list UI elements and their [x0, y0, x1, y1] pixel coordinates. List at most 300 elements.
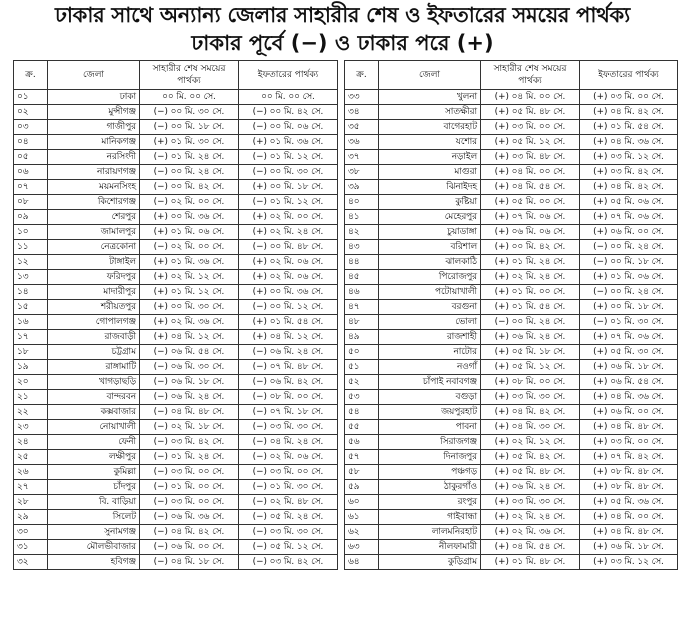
district-cell: পঞ্চগড়: [379, 465, 481, 480]
table-row: [14, 525, 338, 540]
serial-cell: ৩৯: [345, 180, 379, 195]
serial-cell: ১১: [14, 240, 48, 255]
iftar-diff-cell: (−) ০৫ মি. ২৪ সে.: [239, 510, 338, 525]
iftar-diff-cell: (+) ০৪ মি. ৩৬ সে.: [580, 390, 678, 405]
sehri-diff-cell: (+) ০২ মি. ২৪ সে.: [481, 270, 580, 285]
district-cell: নরসিংদী: [48, 150, 140, 165]
district-cell: বরিশাল: [379, 240, 481, 255]
district-cell: ঝালকাঠি: [379, 255, 481, 270]
iftar-diff-cell: (+) ০৮ মি. ৪৮ সে.: [580, 465, 678, 480]
serial-cell: ১৯: [14, 360, 48, 375]
iftar-diff-cell: (−) ০৩ মি. ৩০ সে.: [239, 525, 338, 540]
iftar-diff-cell: (−) ০১ মি. ৩০ সে.: [239, 480, 338, 495]
district-cell: বান্দরবন: [48, 390, 140, 405]
iftar-diff-cell: (+) ০৬ মি. ০০ সে.: [580, 405, 678, 420]
iftar-diff-cell: (−) ০১ মি. ৩০ সে.: [580, 315, 678, 330]
district-cell: সিলেট: [48, 510, 140, 525]
iftar-diff-cell: (+) ০১ মি. ৫৪ সে.: [239, 315, 338, 330]
iftar-diff-cell: (−) ০০ মি. ১২ সে.: [239, 300, 338, 315]
iftar-diff-cell: (−) ০২ মি. ০৬ সে.: [239, 450, 338, 465]
district-cell: নওগাঁ: [379, 360, 481, 375]
table-row: [345, 90, 678, 105]
table-row: [345, 405, 678, 420]
serial-cell: ৪৩: [345, 240, 379, 255]
iftar-diff-cell: (−) ০১ মি. ১২ সে.: [239, 195, 338, 210]
table-row: [345, 450, 678, 465]
table-row: [14, 330, 338, 345]
iftar-diff-cell: (−) ০০ মি. ২৪ সে.: [580, 240, 678, 255]
sehri-diff-cell: (−) ০৪ মি. ১৮ সে.: [140, 555, 239, 570]
serial-cell: ৪১: [345, 210, 379, 225]
table-row: [345, 480, 678, 495]
table-row: [14, 270, 338, 285]
table-row: [345, 150, 678, 165]
sehri-diff-cell: (−) ০৪ মি. ৪২ সে.: [140, 525, 239, 540]
district-cell: সুনামগঞ্জ: [48, 525, 140, 540]
header-iftar: ইফতারের পার্থক্য: [239, 61, 338, 90]
iftar-diff-cell: (−) ০৩ মি. ৩০ সে.: [239, 420, 338, 435]
sehri-diff-cell: (+) ০৩ মি. ৩০ সে.: [481, 495, 580, 510]
sehri-diff-cell: (+) ০৫ মি. ০০ সে.: [481, 195, 580, 210]
district-cell: কুড়িগ্রাম: [379, 555, 481, 570]
district-cell: পাবনা: [379, 420, 481, 435]
sehri-diff-cell: (+) ০৪ মি. ১২ সে.: [140, 330, 239, 345]
iftar-diff-cell: (−) ০০ মি. ১৮ সে.: [580, 255, 678, 270]
sehri-diff-cell: (+) ০০ মি. ৩০ সে.: [140, 300, 239, 315]
district-cell: সিরাজগঞ্জ: [379, 435, 481, 450]
table-row: [14, 315, 338, 330]
iftar-diff-cell: (+) ০৬ মি. ১৮ সে.: [580, 540, 678, 555]
district-cell: বাগেরহাট: [379, 120, 481, 135]
sehri-diff-cell: (+) ০৪ মি. ৫৪ সে.: [481, 180, 580, 195]
district-cell: যশোর: [379, 135, 481, 150]
table-row: [345, 225, 678, 240]
district-cell: খাগড়াছড়ি: [48, 375, 140, 390]
serial-cell: ২০: [14, 375, 48, 390]
serial-cell: ০৮: [14, 195, 48, 210]
serial-cell: ৫৫: [345, 420, 379, 435]
iftar-diff-cell: ০০ মি. ০০ সে.: [239, 90, 338, 105]
serial-cell: ৬৪: [345, 555, 379, 570]
table-row: [345, 495, 678, 510]
table-row: [14, 255, 338, 270]
iftar-diff-cell: (+) ০৭ মি. ৪২ সে.: [580, 450, 678, 465]
serial-cell: ৪৯: [345, 330, 379, 345]
iftar-diff-cell: (−) ০৮ মি. ০০ সে.: [239, 390, 338, 405]
district-cell: কিশোরগঞ্জ: [48, 195, 140, 210]
serial-cell: ৫৮: [345, 465, 379, 480]
serial-cell: ৪৭: [345, 300, 379, 315]
iftar-diff-cell: (+) ০১ মি. ০৬ সে.: [580, 270, 678, 285]
table-row: [14, 435, 338, 450]
table-row: [345, 390, 678, 405]
table-row: [345, 195, 678, 210]
table-row: [14, 405, 338, 420]
table-row: [14, 375, 338, 390]
sehri-diff-cell: (−) ০০ মি. ১৮ সে.: [140, 120, 239, 135]
iftar-diff-cell: (+) ০২ মি. ০৬ সে.: [239, 255, 338, 270]
serial-cell: ৩৭: [345, 150, 379, 165]
sehri-diff-cell: (−) ০০ মি. ৪২ সে.: [140, 180, 239, 195]
iftar-diff-cell: (−) ০৫ মি. ১২ সে.: [239, 540, 338, 555]
table-row: [14, 555, 338, 570]
iftar-diff-cell: (−) ০০ মি. ৪৮ সে.: [239, 240, 338, 255]
table-row: [345, 165, 678, 180]
district-cell: বরগুনা: [379, 300, 481, 315]
sehri-diff-cell: (+) ০৫ মি. ৪২ সে.: [481, 450, 580, 465]
sehri-diff-cell: (+) ০৬ মি. ২৪ সে.: [481, 480, 580, 495]
table-row: [14, 180, 338, 195]
iftar-diff-cell: (+) ০০ মি. ১৮ সে.: [580, 300, 678, 315]
iftar-diff-cell: (−) ০২ মি. ৪৮ সে.: [239, 495, 338, 510]
iftar-diff-cell: (+) ০৬ মি. ৫৪ সে.: [580, 375, 678, 390]
district-cell: হবিগঞ্জ: [48, 555, 140, 570]
district-cell: রাজশাহী: [379, 330, 481, 345]
iftar-diff-cell: (+) ০৪ মি. ৪৮ সে.: [580, 420, 678, 435]
sehri-diff-cell: (+) ০১ মি. ০০ সে.: [481, 285, 580, 300]
serial-cell: ২২: [14, 405, 48, 420]
serial-cell: ২৮: [14, 495, 48, 510]
sehri-diff-cell: (+) ০৬ মি. ০৬ সে.: [481, 225, 580, 240]
iftar-diff-cell: (+) ০৩ মি. ০০ সে.: [580, 90, 678, 105]
table-row: [345, 285, 678, 300]
serial-cell: ১২: [14, 255, 48, 270]
serial-cell: ০৫: [14, 150, 48, 165]
serial-cell: ৫০: [345, 345, 379, 360]
header-district: জেলা: [379, 61, 481, 90]
header-serial: ক্র.: [345, 61, 379, 90]
sehri-diff-cell: (−) ০০ মি. ২৪ সে.: [140, 165, 239, 180]
sehri-diff-cell: (+) ০৪ মি. ৫৪ সে.: [481, 540, 580, 555]
iftar-diff-cell: (−) ০৪ মি. ২৪ সে.: [239, 435, 338, 450]
serial-cell: ৩৫: [345, 120, 379, 135]
serial-cell: ১৭: [14, 330, 48, 345]
iftar-diff-cell: (−) ০৭ মি. ৪৮ সে.: [239, 360, 338, 375]
table-row: [14, 105, 338, 120]
serial-cell: ৪৫: [345, 270, 379, 285]
sehri-diff-cell: (+) ০৪ মি. ৩০ সে.: [481, 420, 580, 435]
serial-cell: ২৬: [14, 465, 48, 480]
sehri-diff-cell: (−) ০৬ মি. ৫৪ সে.: [140, 345, 239, 360]
serial-cell: ৫৯: [345, 480, 379, 495]
district-cell: ভোলা: [379, 315, 481, 330]
serial-cell: ৩২: [14, 555, 48, 570]
iftar-diff-cell: (+) ০৪ মি. ১২ সে.: [239, 330, 338, 345]
serial-cell: ৩৩: [345, 90, 379, 105]
table-row: [345, 375, 678, 390]
table-row: [14, 540, 338, 555]
sehri-diff-cell: (−) ০৬ মি. ০০ সে.: [140, 540, 239, 555]
district-cell: কুমিল্লা: [48, 465, 140, 480]
iftar-diff-cell: (−) ০৩ মি. ৪২ সে.: [239, 555, 338, 570]
table-row: [14, 465, 338, 480]
sehri-diff-cell: (+) ০৬ মি. ২৪ সে.: [481, 330, 580, 345]
right-table-body: [345, 90, 678, 570]
district-cell: নড়াইল: [379, 150, 481, 165]
table-row: [345, 180, 678, 195]
district-cell: দিনাজপুর: [379, 450, 481, 465]
district-cell: গাজীপুর: [48, 120, 140, 135]
table-row: [14, 390, 338, 405]
iftar-diff-cell: (+) ০৪ মি. ৪২ সে.: [580, 180, 678, 195]
district-cell: নেত্রকোনা: [48, 240, 140, 255]
iftar-diff-cell: (+) ০০ মি. ১৮ সে.: [239, 180, 338, 195]
district-cell: খুলনা: [379, 90, 481, 105]
table-row: [345, 540, 678, 555]
serial-cell: ২৪: [14, 435, 48, 450]
serial-cell: ২৯: [14, 510, 48, 525]
district-cell: কুষ্টিয়া: [379, 195, 481, 210]
table-row: [14, 120, 338, 135]
tables-area: [13, 60, 677, 619]
table-row: [14, 450, 338, 465]
district-cell: রাঙ্গামাটি: [48, 360, 140, 375]
iftar-diff-cell: (−) ০০ মি. ৪২ সে.: [239, 105, 338, 120]
district-cell: পটোয়াখালী: [379, 285, 481, 300]
table-row: [14, 510, 338, 525]
iftar-diff-cell: (+) ০৪ মি. ৪৮ সে.: [580, 525, 678, 540]
sehri-diff-cell: (+) ০৫ মি. ১২ সে.: [481, 360, 580, 375]
serial-cell: ৪২: [345, 225, 379, 240]
sehri-diff-cell: (+) ০১ মি. ৩৬ সে.: [140, 255, 239, 270]
serial-cell: ০২: [14, 105, 48, 120]
iftar-diff-cell: (−) ০৬ মি. ২৪ সে.: [239, 345, 338, 360]
table-row: [345, 120, 678, 135]
page-header: [0, 2, 685, 56]
serial-cell: ১৮: [14, 345, 48, 360]
table-row: [14, 210, 338, 225]
district-cell: নীলফামারী: [379, 540, 481, 555]
table-row: [345, 255, 678, 270]
sehri-diff-cell: (−) ০৩ মি. ০০ সে.: [140, 495, 239, 510]
district-cell: ঢাকা: [48, 90, 140, 105]
iftar-diff-cell: (+) ০০ মি. ৩৬ সে.: [239, 285, 338, 300]
sehri-diff-cell: (+) ০১ মি. ৪৮ সে.: [481, 555, 580, 570]
serial-cell: ০৯: [14, 210, 48, 225]
iftar-diff-cell: (+) ০৫ মি. ০৬ সে.: [580, 195, 678, 210]
table-row: [14, 420, 338, 435]
table-row: [14, 345, 338, 360]
iftar-diff-cell: (+) ০১ মি. ৩৬ সে.: [239, 135, 338, 150]
sehri-diff-cell: (−) ০৬ মি. ৩৬ সে.: [140, 510, 239, 525]
table-row: [345, 510, 678, 525]
district-cell: সাতক্ষীরা: [379, 105, 481, 120]
table-row: [345, 330, 678, 345]
district-cell: চট্টগ্রাম: [48, 345, 140, 360]
district-cell: ঠাকুরগাঁও: [379, 480, 481, 495]
sehri-diff-cell: (−) ০২ মি. ০০ সে.: [140, 195, 239, 210]
sehri-diff-cell: (−) ০৬ মি. ২৪ সে.: [140, 390, 239, 405]
iftar-diff-cell: (+) ০২ মি. ০০ সে.: [239, 210, 338, 225]
sehri-diff-cell: (−) ০১ মি. ০০ সে.: [140, 480, 239, 495]
iftar-diff-cell: (+) ০৩ মি. ১২ সে.: [580, 150, 678, 165]
district-cell: লালমনিরহাট: [379, 525, 481, 540]
district-cell: নাটোর: [379, 345, 481, 360]
sehri-diff-cell: (−) ০৩ মি. ০০ সে.: [140, 465, 239, 480]
iftar-diff-cell: (+) ০৬ মি. ১৮ সে.: [580, 360, 678, 375]
serial-cell: ৩৬: [345, 135, 379, 150]
table-row: [345, 420, 678, 435]
sehri-diff-cell: (−) ০৪ মি. ৪৮ সে.: [140, 405, 239, 420]
district-cell: মাগুরা: [379, 165, 481, 180]
table-row: [345, 465, 678, 480]
sehri-diff-cell: (+) ০২ মি. ২৪ সে.: [481, 510, 580, 525]
district-cell: রাজবাড়ী: [48, 330, 140, 345]
sehri-diff-cell: (+) ০১ মি. ১২ সে.: [140, 285, 239, 300]
sehri-diff-cell: (+) ০২ মি. ১২ সে.: [481, 435, 580, 450]
serial-cell: ৩৪: [345, 105, 379, 120]
sehri-diff-cell: (−) ০১ মি. ২৪ সে.: [140, 150, 239, 165]
sehri-diff-cell: (+) ০২ মি. ৩৬ সে.: [481, 525, 580, 540]
iftar-diff-cell: (+) ০১ মি. ৫৪ সে.: [580, 120, 678, 135]
serial-cell: ৫৬: [345, 435, 379, 450]
iftar-diff-cell: (−) ০১ মি. ১২ সে.: [239, 150, 338, 165]
district-cell: মানিকগঞ্জ: [48, 135, 140, 150]
iftar-diff-cell: (+) ০৩ মি. ৪২ সে.: [580, 165, 678, 180]
iftar-diff-cell: (−) ০৭ মি. ১৮ সে.: [239, 405, 338, 420]
table-row: [14, 495, 338, 510]
serial-cell: ৬৩: [345, 540, 379, 555]
serial-cell: ৬১: [345, 510, 379, 525]
district-cell: পিরোজপুর: [379, 270, 481, 285]
table-row: [14, 360, 338, 375]
serial-cell: ৫৩: [345, 390, 379, 405]
serial-cell: ৩৮: [345, 165, 379, 180]
sehri-diff-cell: (−) ০৬ মি. ৩০ সে.: [140, 360, 239, 375]
header-row: [14, 61, 338, 90]
serial-cell: ৫২: [345, 375, 379, 390]
district-cell: জামালপুর: [48, 225, 140, 240]
sehri-diff-cell: (+) ০১ মি. ৫৪ সে.: [481, 300, 580, 315]
district-cell: মাদারীপুর: [48, 285, 140, 300]
serial-cell: ০৩: [14, 120, 48, 135]
iftar-diff-cell: (−) ০০ মি. ৩০ সে.: [239, 165, 338, 180]
table-row: [14, 90, 338, 105]
district-cell: বি. বাড়িয়া: [48, 495, 140, 510]
serial-cell: ৩০: [14, 525, 48, 540]
header-sehri: সাহারীর শেষ সময়ের পার্থক্য: [481, 61, 580, 90]
serial-cell: ৫৭: [345, 450, 379, 465]
sehri-diff-cell: (+) ০৭ মি. ০৬ সে.: [481, 210, 580, 225]
table-row: [14, 150, 338, 165]
sehri-diff-cell: (+) ০১ মি. ২৪ সে.: [481, 255, 580, 270]
sehri-diff-cell: (+) ০১ মি. ৩০ সে.: [140, 135, 239, 150]
sehri-diff-cell: (+) ০৪ মি. ০০ সে.: [481, 90, 580, 105]
district-cell: শরীয়তপুর: [48, 300, 140, 315]
district-cell: ময়মনসিংহ: [48, 180, 140, 195]
district-cell: গাইবান্ধা: [379, 510, 481, 525]
sehri-diff-cell: (−) ০০ মি. ২৪ সে.: [481, 315, 580, 330]
table-row: [345, 105, 678, 120]
sehri-diff-cell: (+) ০৩ মি. ৩০ সে.: [481, 390, 580, 405]
district-cell: চাঁদপুর: [48, 480, 140, 495]
serial-cell: ০৪: [14, 135, 48, 150]
iftar-diff-cell: (+) ০৫ মি. ৩০ সে.: [580, 345, 678, 360]
table-row: [345, 360, 678, 375]
iftar-diff-cell: (+) ০৭ মি. ০৬ সে.: [580, 210, 678, 225]
serial-cell: ২৩: [14, 420, 48, 435]
serial-cell: ৪৪: [345, 255, 379, 270]
iftar-diff-cell: (+) ০৭ মি. ০৬ সে.: [580, 330, 678, 345]
iftar-diff-cell: (+) ০৩ মি. ০০ সে.: [580, 435, 678, 450]
district-cell: টাঙ্গাইল: [48, 255, 140, 270]
iftar-diff-cell: (+) ০৪ মি. ০০ সে.: [580, 510, 678, 525]
sehri-diff-cell: (−) ০৬ মি. ১৮ সে.: [140, 375, 239, 390]
district-cell: ফেনী: [48, 435, 140, 450]
table-row: [14, 165, 338, 180]
serial-cell: ৩১: [14, 540, 48, 555]
serial-cell: ২৭: [14, 480, 48, 495]
sehri-diff-cell: (+) ০৩ মি. ০০ সে.: [481, 120, 580, 135]
district-cell: জয়পুরহাট: [379, 405, 481, 420]
district-cell: ফরিদপুর: [48, 270, 140, 285]
sehri-diff-cell: (−) ০২ মি. ১৮ সে.: [140, 420, 239, 435]
district-cell: নারায়ণগঞ্জ: [48, 165, 140, 180]
sehri-diff-cell: (−) ০১ মি. ২৪ সে.: [140, 450, 239, 465]
table-row: [345, 135, 678, 150]
district-cell: রংপুর: [379, 495, 481, 510]
district-cell: চুয়াডাঙ্গা: [379, 225, 481, 240]
sehri-diff-cell: (+) ০০ মি. ৩৬ সে.: [140, 210, 239, 225]
district-cell: মেহেরপুর: [379, 210, 481, 225]
serial-cell: ১৪: [14, 285, 48, 300]
iftar-diff-cell: (+) ০৩ মি. ১২ সে.: [580, 555, 678, 570]
serial-cell: ৫৪: [345, 405, 379, 420]
serial-cell: ০৭: [14, 180, 48, 195]
sehri-diff-cell: (+) ০৪ মি. ০০ সে.: [481, 165, 580, 180]
district-cell: কক্সবাজার: [48, 405, 140, 420]
serial-cell: ৫১: [345, 360, 379, 375]
sehri-diff-cell: (+) ০৪ মি. ৪২ সে.: [481, 405, 580, 420]
left-table-body: [14, 90, 338, 570]
right-table: [344, 60, 678, 570]
iftar-diff-cell: (−) ০৩ মি. ০০ সে.: [239, 465, 338, 480]
table-row: [14, 285, 338, 300]
table-row: [345, 435, 678, 450]
serial-cell: ১৬: [14, 315, 48, 330]
sehri-diff-cell: (−) ০৩ মি. ৪২ সে.: [140, 435, 239, 450]
serial-cell: ০১: [14, 90, 48, 105]
district-cell: বগুড়া: [379, 390, 481, 405]
sehri-diff-cell: (+) ০৫ মি. ৪৮ সে.: [481, 105, 580, 120]
serial-cell: ১৩: [14, 270, 48, 285]
sehri-diff-cell: (+) ০৫ মি. ৪৮ সে.: [481, 465, 580, 480]
sehri-diff-cell: (+) ০০ মি. ৪২ সে.: [481, 240, 580, 255]
table-row: [14, 480, 338, 495]
header-row: [345, 61, 678, 90]
table-row: [345, 345, 678, 360]
header-iftar: ইফতারের পার্থক্য: [580, 61, 678, 90]
district-cell: লক্ষীপুর: [48, 450, 140, 465]
sehri-diff-cell: ০০ মি. ০০ সে.: [140, 90, 239, 105]
iftar-diff-cell: (+) ০২ মি. ২৪ সে.: [239, 225, 338, 240]
sehri-diff-cell: (+) ০৮ মি. ০০ সে.: [481, 375, 580, 390]
header-serial: ক্র.: [14, 61, 48, 90]
sehri-diff-cell: (−) ০০ মি. ৩০ সে.: [140, 105, 239, 120]
table-row: [345, 210, 678, 225]
table-row: [14, 135, 338, 150]
sehri-diff-cell: (+) ০২ মি. ৩৬ সে.: [140, 315, 239, 330]
sehri-diff-cell: (+) ০২ মি. ১২ সে.: [140, 270, 239, 285]
iftar-diff-cell: (+) ০৫ মি. ৩৬ সে.: [580, 495, 678, 510]
serial-cell: ১০: [14, 225, 48, 240]
table-row: [345, 270, 678, 285]
table-row: [345, 240, 678, 255]
iftar-diff-cell: (−) ০০ মি. ২৪ সে.: [580, 285, 678, 300]
iftar-diff-cell: (−) ০০ মি. ০৬ সে.: [239, 120, 338, 135]
iftar-diff-cell: (+) ০৪ মি. ৪২ সে.: [580, 105, 678, 120]
header-sehri: সাহারীর শেষ সময়ের পার্থক্য: [140, 61, 239, 90]
